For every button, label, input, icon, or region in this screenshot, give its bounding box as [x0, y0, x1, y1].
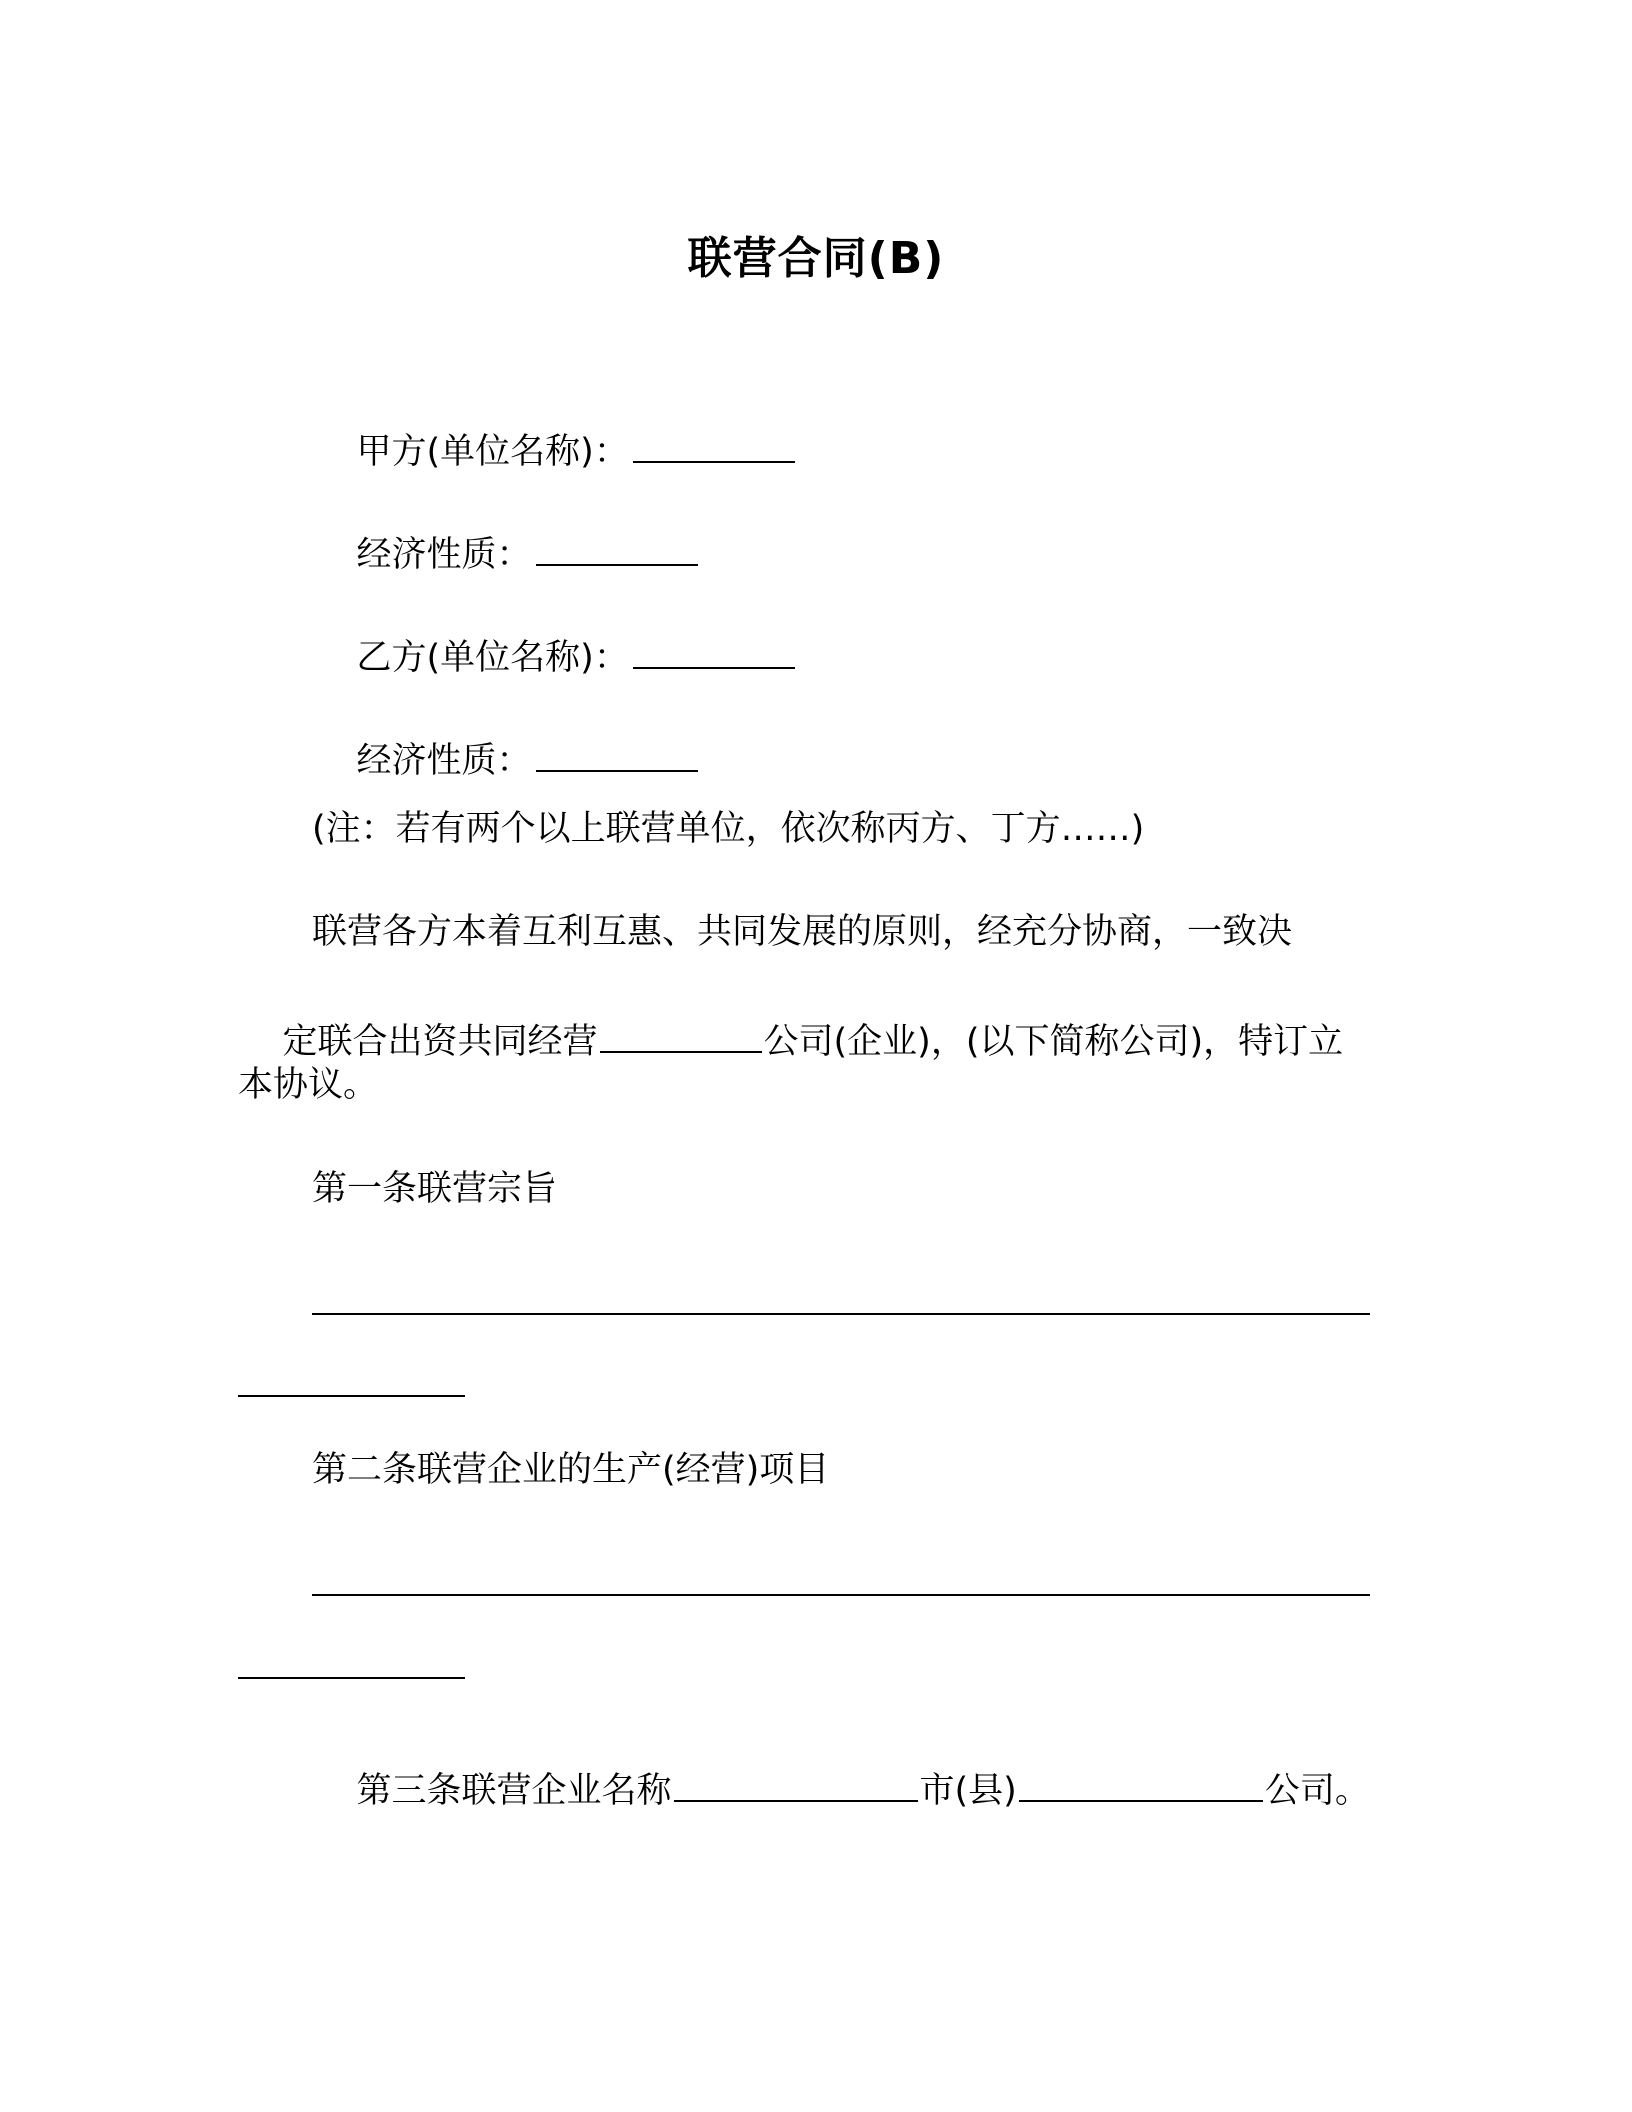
- city-blank[interactable]: [674, 1798, 918, 1802]
- party-a-blank[interactable]: [633, 459, 795, 463]
- party-b-line: [312, 606, 795, 711]
- article-2-title: 第二条联营企业的生产(经营)项目: [312, 1450, 830, 1490]
- preamble-line-2: [238, 990, 1343, 1095]
- party-b-nature-label: 经济性质：: [356, 741, 532, 781]
- party-a-label: 甲方(单位名称)：: [356, 432, 629, 472]
- article-1-blank-line-1[interactable]: [312, 1313, 1370, 1315]
- document-title: 联营合同(B): [687, 233, 945, 284]
- company-name-blank[interactable]: [600, 1049, 762, 1053]
- party-b-nature-line: [312, 709, 698, 814]
- party-b-nature-blank[interactable]: [536, 768, 698, 772]
- article-3-line: [312, 1739, 1370, 1844]
- article-3-text-c: 公司。: [1264, 1771, 1370, 1811]
- article-2-blank-line-1[interactable]: [312, 1594, 1370, 1596]
- party-a-nature-blank[interactable]: [536, 562, 698, 566]
- article-2-blank-line-2[interactable]: [238, 1677, 465, 1679]
- note-line: (注：若有两个以上联营单位，依次称丙方、丁方……): [312, 809, 1145, 849]
- preamble-line-1: 联营各方本着互利互惠、共同发展的原则，经充分协商，一致决: [312, 912, 1293, 952]
- party-b-label: 乙方(单位名称)：: [356, 638, 629, 678]
- party-a-nature-line: [312, 503, 698, 608]
- enterprise-name-blank[interactable]: [1019, 1798, 1263, 1802]
- preamble-line-3: 本协议。: [238, 1065, 379, 1105]
- article-1-title: 第一条联营宗旨: [312, 1169, 558, 1209]
- party-a-line: [312, 400, 795, 505]
- article-1-blank-line-2[interactable]: [238, 1395, 465, 1397]
- party-a-nature-label: 经济性质：: [356, 535, 532, 575]
- article-3-text-a: 第三条联营企业名称: [356, 1771, 672, 1811]
- party-b-blank[interactable]: [633, 665, 795, 669]
- preamble-text-b: 公司(企业)，(以下简称公司)，特订立: [763, 1022, 1344, 1062]
- preamble-text-a: 定联合出资共同经营: [282, 1022, 598, 1062]
- article-3-text-b: 市(县): [919, 1771, 1017, 1811]
